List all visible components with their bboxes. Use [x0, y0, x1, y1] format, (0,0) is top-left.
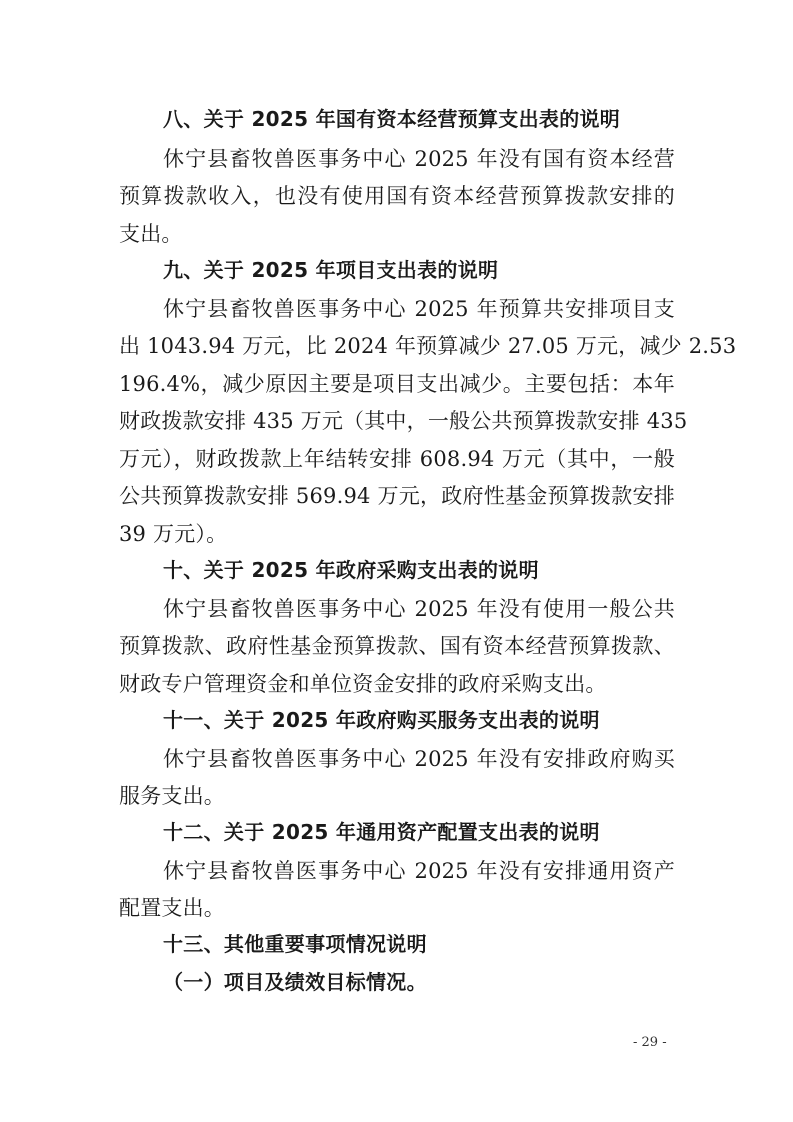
section-9-paragraph-line: 196.4%，减少原因主要是项目支出减少。主要包括：本年 [119, 372, 675, 396]
section-13-heading: 十三、其他重要事项情况说明 [163, 932, 427, 956]
section-12-paragraph-line: 配置支出。 [119, 896, 225, 920]
section-8-paragraph-line: 预算拨款收入，也没有使用国有资本经营预算拨款安排的 [119, 184, 675, 208]
section-9-paragraph-line: 39 万元）。 [119, 522, 228, 546]
section-8-heading: 八、关于 2025 年国有资本经营预算支出表的说明 [163, 107, 621, 131]
section-12-heading: 十二、关于 2025 年通用资产配置支出表的说明 [163, 820, 600, 844]
section-11-paragraph-line: 休宁县畜牧兽医事务中心 2025 年没有安排政府购买 [163, 747, 675, 771]
section-10-paragraph-line: 财政专户管理资金和单位资金安排的政府采购支出。 [119, 672, 607, 696]
section-8-paragraph-line: 支出。 [119, 222, 183, 246]
section-9-paragraph-line: 财政拨款安排 435 万元（其中，一般公共预算拨款安排 435 [119, 409, 688, 433]
section-10-heading: 十、关于 2025 年政府采购支出表的说明 [163, 558, 539, 582]
section-9-paragraph-line: 万元），财政拨款上年结转安排 608.94 万元（其中，一般 [119, 447, 675, 471]
section-12-paragraph-line: 休宁县畜牧兽医事务中心 2025 年没有安排通用资产 [163, 859, 675, 883]
section-9-heading: 九、关于 2025 年项目支出表的说明 [163, 258, 499, 282]
section-8-paragraph-line: 休宁县畜牧兽医事务中心 2025 年没有国有资本经营 [163, 147, 675, 171]
section-10-paragraph-line: 休宁县畜牧兽医事务中心 2025 年没有使用一般公共 [163, 597, 675, 621]
subsection-1-heading: （一）项目及绩效目标情况。 [163, 970, 427, 994]
page-number: - 29 - [633, 1035, 667, 1050]
section-10-paragraph-line: 预算拨款、政府性基金预算拨款、国有资本经营预算拨款、 [119, 634, 675, 658]
section-9-paragraph-line: 公共预算拨款安排 569.94 万元，政府性基金预算拨款安排 [119, 484, 675, 508]
section-11-paragraph-line: 服务支出。 [119, 784, 225, 808]
section-11-heading: 十一、关于 2025 年政府购买服务支出表的说明 [163, 708, 600, 732]
section-9-paragraph-line: 休宁县畜牧兽医事务中心 2025 年预算共安排项目支 [163, 297, 675, 321]
section-9-paragraph-line: 出 1043.94 万元，比 2024 年预算减少 27.05 万元，减少 2.53 [119, 334, 737, 358]
